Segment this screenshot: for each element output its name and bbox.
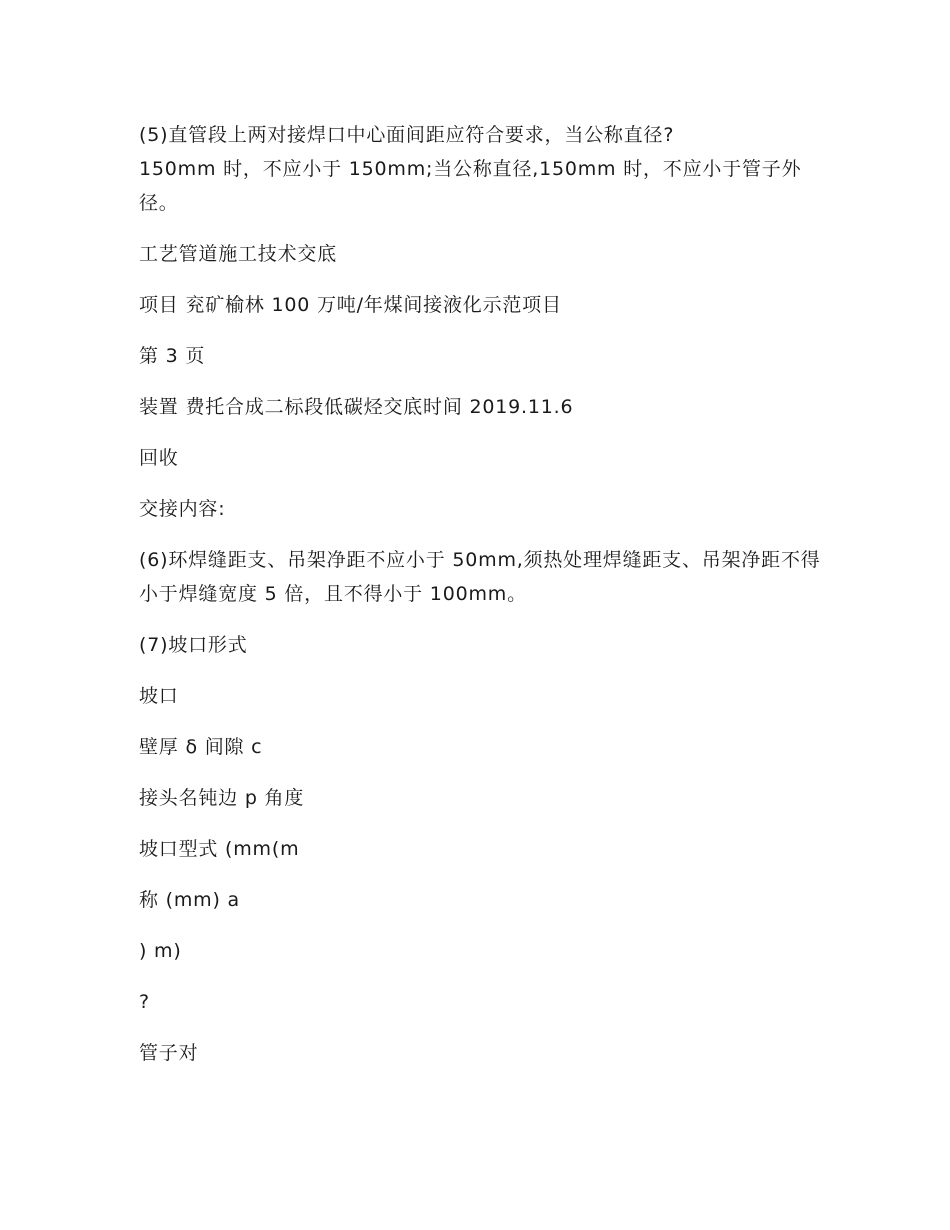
paragraph-unit-mm: 称 (mm) a	[139, 889, 240, 911]
paragraph-unit-date: 装置 费托合成二标段低碳烃交底时间 2019.11.6	[139, 396, 574, 418]
paragraph-title: 工艺管道施工技术交底	[139, 243, 338, 265]
paragraph-project: 项目 兖矿榆林 100 万吨/年煤间接液化示范项目	[139, 294, 562, 316]
paragraph-question: ?	[139, 991, 150, 1013]
paragraph-groove: 坡口	[139, 685, 179, 707]
paragraph-wall-thickness: 壁厚 δ 间隙 c	[139, 736, 263, 758]
paragraph-groove-type: 坡口型式 (mm(m	[139, 838, 300, 860]
document-body	[139, 118, 829, 1087]
paragraph-recovery: 回收	[139, 447, 179, 469]
paragraph-pipe-butt: 管子对	[139, 1042, 199, 1064]
paragraph-joint-name: 接头名钝边 p 角度	[139, 787, 305, 809]
paragraph-support-distance: (6)环焊缝距支、吊架净距不应小于 50mm,须热处理焊缝距支、吊架净距不得小于焊缝宽度 5 倍，且不得小于 100mm。	[139, 549, 821, 605]
paragraph-page-number: 第 3 页	[139, 345, 206, 367]
paragraph-handover-content: 交接内容:	[139, 498, 226, 520]
paragraph-close-paren: ) m)	[139, 940, 182, 962]
paragraph-weld-spacing: (5)直管段上两对接焊口中心面间距应符合要求，当公称直径? 150mm 时，不应小于 150mm;当公称直径,150mm 时，不应小于管子外径。	[139, 124, 802, 214]
paragraph-groove-form: (7)坡口形式	[139, 634, 248, 656]
